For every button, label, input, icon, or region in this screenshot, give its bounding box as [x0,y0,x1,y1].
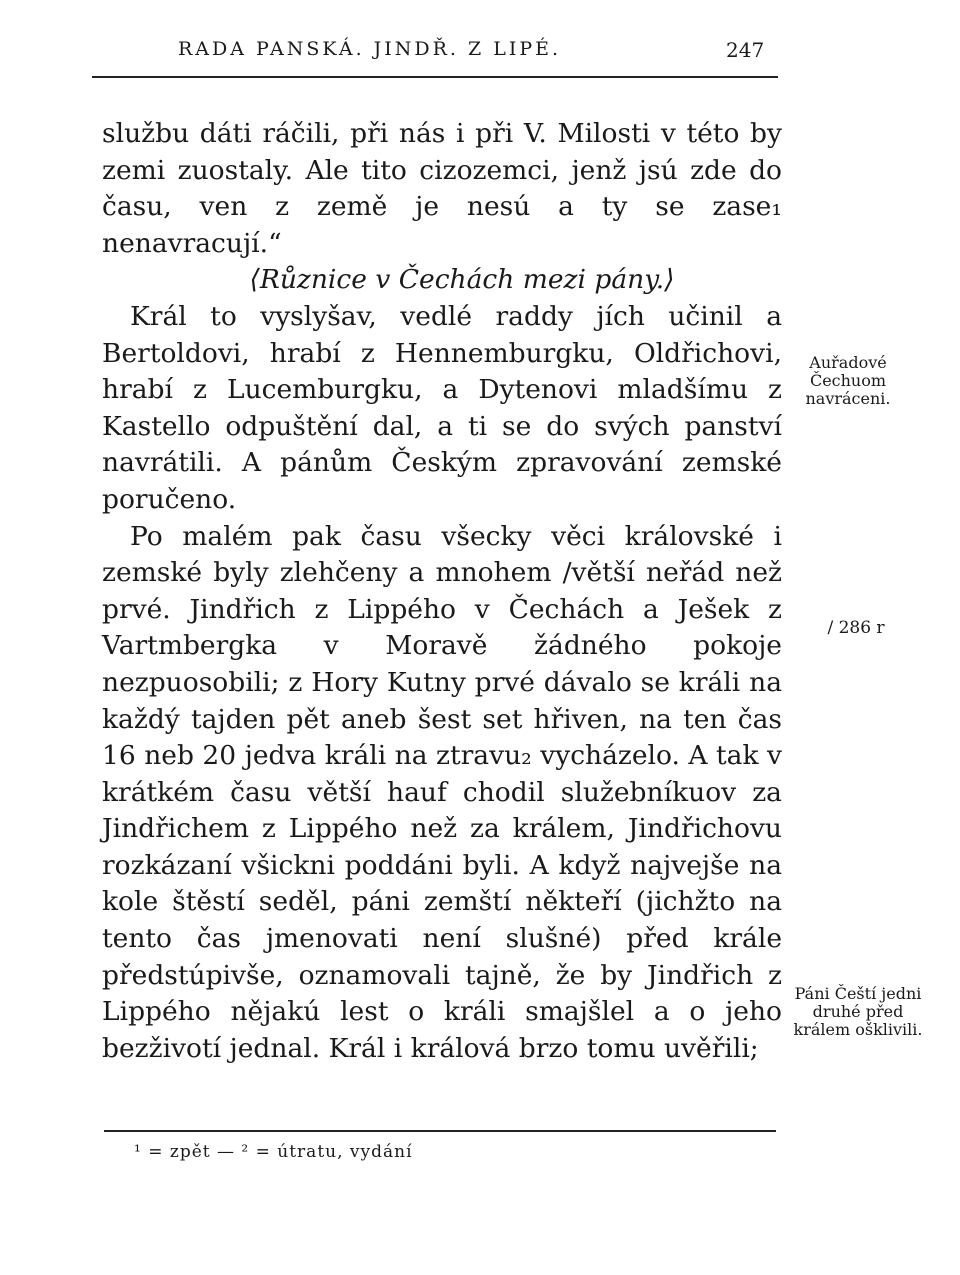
running-head: RADA PANSKÁ. JINDŘ. Z LIPÉ. [178,38,562,60]
margin-note-1: Auřadové Čechuom navráceni. [805,353,891,408]
margin-note-2: Páni Čeští jedni druhé před králem ošklivili. [793,984,923,1039]
footnotes: ¹ = zpět — ² = útratu, vydání [134,1142,413,1162]
page-number: 247 [726,38,765,62]
section-heading: ⟨Různice v Čechách mezi pány.⟩ [249,264,675,296]
paragraph-2: Král to vyslyšav, vedlé raddy jích učinil a Bertoldovi, hrabí z Hennemburgku, Oldřichovi, hrabí z Lucemburgku, a Dytenovi mladšímu z Kastello odpuštění dal, a ti se do svých panství navrátili. A pánům Českým zpravování zemské poručeno. [102,300,782,515]
paragraph-1: službu dáti ráčili, při nás i při V. Milosti v této by zemi zuostaly. Ale tito cizozemci, jenž jsú zde do času, ven z země je nesú a ty se zase₁ nenavracují.“ [102,118,782,259]
margin-note-folio: / 286 r [827,618,885,638]
main-text [102,116,782,1067]
header-rule [92,76,778,78]
footnote-rule [104,1130,776,1132]
paragraph-3: Po malém pak času všecky věci královské i zemské byly zlehčeny a mnohem /větší neřád než prvé. Jindřich z Lippého v Čechách a Ješek z Vartmbergka v Moravě žádného pokoje nezpuosobili; z Hory Kutny prvé dávalo se králi na každý tajden pět aneb šest set hřiven, na ten čas 16 neb 20 jedva králi na ztravu₂ vycházelo. A tak v krátkém času větší hauf chodil služebníkuov za Jindřichem z Lippého než za králem, Jindřichovu rozkázaní všickni poddáni byli. A když najvejše na kole štěstí seděl, páni zemští někteří (jichžto na tento čas jmenovati není slušné) před krále předstúpivše, oznamovali tajně, že by Jindřich z Lippého nějakú lest o králi smajšlel a o jeho bezživotí jednal. Král i králová brzo tomu uvěřili; [102,520,782,1064]
